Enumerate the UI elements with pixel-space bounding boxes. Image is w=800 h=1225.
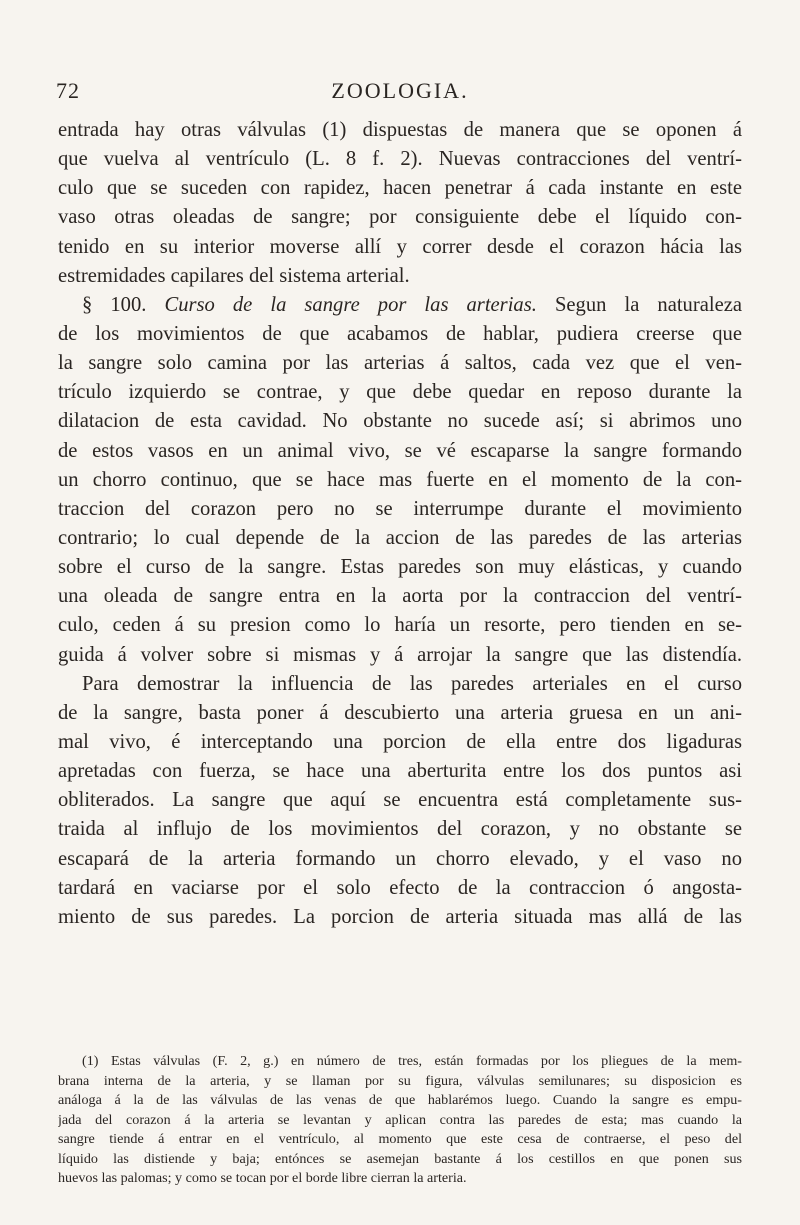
body-line: sobre el curso de la sangre. Estas paredes son muy elásticas, y cuando: [58, 556, 742, 579]
body-line: contrario; lo cual depende de la accion de las paredes de las arterias: [58, 526, 742, 549]
section-number: § 100.: [82, 293, 147, 316]
body-line: traccion del corazon pero no se interrumpe durante el movimiento: [58, 497, 742, 520]
body-line: Para demostrar la influencia de las paredes arteriales en el curso: [82, 672, 742, 695]
body-line: la sangre solo camina por las arterias á saltos, cada vez que el ven-: [58, 352, 742, 375]
body-line: entrada hay otras válvulas (1) dispuestas de manera que se oponen á: [58, 119, 742, 141]
section-heading-line: [58, 291, 742, 320]
body-line: un chorro continuo, que se hace mas fuerte en el momento de la con-: [58, 468, 742, 491]
footnote-line: brana interna de la arteria, y se llaman por su figura, válvulas semilunares; su disposicion es: [58, 1072, 742, 1089]
body-line: de la sangre, basta poner á descubierto una arteria gruesa en un ani-: [58, 701, 742, 724]
body-line: tardará en vaciarse por el solo efecto de la contraccion ó angosta-: [58, 876, 742, 899]
body-line: vaso otras oleadas de sangre; por consiguiente debe el líquido con-: [58, 206, 742, 229]
body-line: tenido en su interior moverse allí y correr desde el corazon hácia las: [58, 235, 742, 258]
body-line: miento de sus paredes. La porcion de arteria situada mas allá de las: [58, 905, 742, 928]
section-heading-rest: Segun la naturaleza: [554, 293, 742, 316]
body-line: obliterados. La sangre que aquí se encuentra está completamente sus-: [58, 789, 742, 812]
body-line: traida al influjo de los movimientos del corazon, y no obstante se: [58, 818, 742, 841]
body-line: culo que se suceden con rapidez, hacen penetrar á cada instante en este: [58, 177, 742, 200]
page-number: 72: [56, 78, 80, 103]
body-line: apretadas con fuerza, se hace una aberturita entre los dos puntos asi: [58, 760, 742, 783]
footnotes: [58, 1052, 742, 1189]
footnote-line: sangre tiende á entrar en el ventrículo, al momento que este cesa de contraerse, el peso del: [58, 1131, 742, 1147]
body-line: dilatacion de esta cavidad. No obstante no sucede así; si abrimos uno: [58, 410, 742, 433]
footnote-line: análoga á la de las válvulas de las venas de que hablarémos luego. Cuando la sangre es empu-: [58, 1092, 742, 1108]
body-line: que vuelva al ventrículo (L. 8 f. 2). Nuevas contracciones del ventrí-: [58, 148, 742, 171]
section-title: Curso de la sangre por las arterias.: [164, 293, 537, 316]
body-text: [58, 116, 742, 932]
body-line: guida á volver sobre si mismas y á arrojar la sangre que las distendía.: [58, 643, 742, 666]
footnote-line: jada del corazon á la arteria se levantan y aplican contra las paredes de esta; mas cuando la: [58, 1111, 742, 1128]
footnote-line: huevos las palomas; y como se tocan por el borde libre cierran la arteria.: [58, 1170, 467, 1186]
body-line: de estos vasos en un animal vivo, se vé escaparse la sangre formando: [58, 439, 742, 462]
body-line: de los movimientos de que acabamos de hablar, pudiera creerse que: [58, 322, 742, 345]
body-line: culo, ceden á su presion como lo haría un resorte, pero tienden en se-: [58, 614, 742, 637]
body-line: estremidades capilares del sistema arterial.: [58, 264, 410, 287]
running-title: ZOOLOGIA.: [331, 78, 469, 103]
footnote-line: líquido las distiende y baja; entónces se asemejan bastante á los cestillos en que ponen sus: [58, 1150, 742, 1167]
page-header: [56, 78, 744, 108]
body-line: una oleada de sangre entra en la aorta por la contraccion del ventrí-: [58, 585, 742, 608]
footnote-line: (1) Estas válvulas (F. 2, g.) en número de tres, están formadas por los pliegues de la mem-: [82, 1053, 742, 1069]
body-line: escapará de la arteria formando un chorro elevado, y el vaso no: [58, 847, 742, 870]
body-line: trículo izquierdo se contrae, y que debe quedar en reposo durante la: [58, 381, 742, 404]
body-line: mal vivo, é interceptando una porcion de ella entre dos ligaduras: [58, 730, 742, 753]
